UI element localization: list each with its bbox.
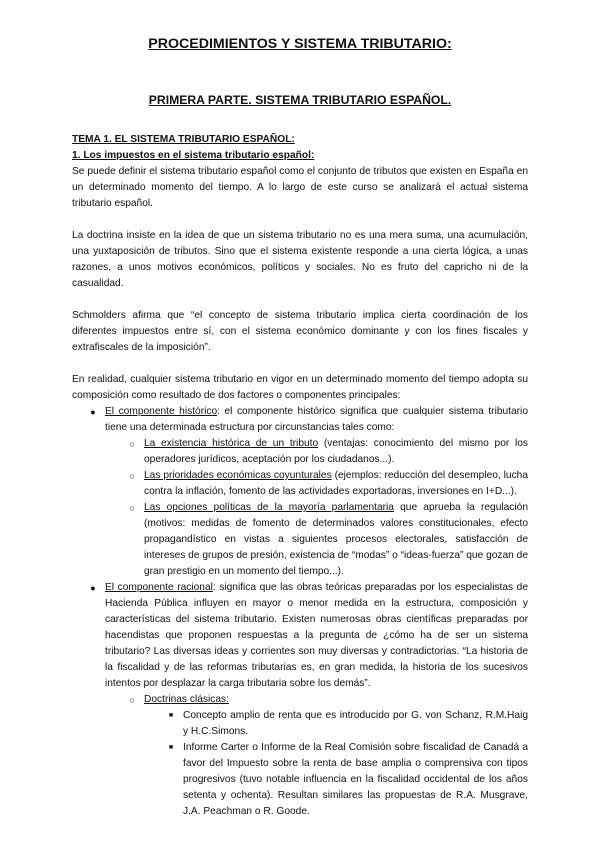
paragraph-4: En realidad, cualquier sistema tributario en vigor en un determinado momento del tiempo adopta su composición como resultado de dos factores o componentes principales: bbox=[72, 374, 528, 401]
section-heading: 1. Los impuestos en el sistema tributario español: bbox=[72, 150, 315, 161]
historico-text: : el componente histórico significa que cualquier sistema tributario tiene una determinada estructura por circunstancias tales como: bbox=[105, 406, 528, 433]
paragraph-3: Schmolders afirma que “el concepto de sistema tributario implica cierta coordinación de los diferentes impuestos entre sí, con el sistema económico dominante y con los fines fiscales y extrafiscales de la imposición”. bbox=[72, 310, 528, 353]
bullet-circle-icon: ○ bbox=[129, 439, 135, 449]
bullet-dot-icon: ● bbox=[90, 583, 96, 593]
list-item bbox=[129, 468, 528, 500]
item-text: que aprueba la regulación (motivos: medidas de fomento de determinados valores constitucionales, efecto propagandístico en vistas a siguientes procesos electorales, satisfacción de intereses de grupos de presión, existencia de “modas” o “ideas-fuerza” que gozan de gran prestigio en un momento del tiempo...). bbox=[144, 502, 528, 577]
racional-text: : significa que las obras teóricas preparadas por los especialistas de Hacienda Pública influyen en mayor o menor medida en la estructura, composición y características del sistema tributario. Existen numerosas obras científicas preparadas por hacendistas que proponen respuestas a la pregunta de ¿cómo ha de ser un sistema tributario? Las diversas ideas y corrientes son muy diversas y contradictorias. “La historia de la fiscalidad y de las reformas tributarias es, en gran medida, la historia de los sucesivos intentos por desplazar la carga tributaria sobre los demás”. bbox=[105, 582, 529, 689]
item-text: (ventajas: conocimiento del mismo por los operadores jurídicos, aceptación por los ciudadanos...). bbox=[144, 438, 529, 465]
bullet-circle-icon: ○ bbox=[129, 695, 135, 705]
bullet-square-icon: ■ bbox=[168, 712, 174, 719]
paragraph-2: La doctrina insiste en la idea de que un sistema tributario no es una mera suma, una acumulación, una yuxtaposición de tributos. Sino que el sistema existente responde a una cierta lógica, a unas razones, a unos motivos económicos, políticos y sociales. No es fruto del capricho ni de la casualidad. bbox=[72, 230, 528, 289]
item-label: Las opciones políticas de la mayoría parlamentaria bbox=[144, 502, 394, 513]
list-item bbox=[168, 708, 528, 740]
document-title: PROCEDIMIENTOS Y SISTEMA TRIBUTARIO: bbox=[148, 36, 452, 52]
doctrinas-label: Doctrinas clásicas: bbox=[144, 694, 229, 705]
item-label: Las prioridades económicas coyunturales bbox=[144, 470, 332, 481]
doctrina-text: Informe Carter o Informe de la Real Comisión sobre fiscalidad de Canadá a favor del Impuesto sobre la renta de base amplia o comprensiva con tipos progresivos (tuvo notable influencia en la fiscalidad occidental de los años setenta y ochenta). Resultan similares las propuestas de R.A. Musgrave, J.A. Peachman o R. Goode. bbox=[183, 742, 528, 817]
bullet-square-icon: ■ bbox=[168, 744, 174, 751]
part-subtitle: PRIMERA PARTE. SISTEMA TRIBUTARIO ESPAÑOL. bbox=[148, 93, 452, 107]
paragraph-1: Se puede definir el sistema tributario español como el conjunto de tributos que existen en España en un determinado momento del tiempo. A lo largo de este curso se analizará el actual sistema tributario español. bbox=[72, 166, 528, 209]
doctrina-text: Concepto amplio de renta que es introducido por G. von Schanz, R.M.Haig y H.C.Simons. bbox=[183, 710, 528, 737]
list-item bbox=[129, 436, 529, 468]
bullet-circle-icon: ○ bbox=[129, 503, 135, 513]
bullet-dot-icon: ● bbox=[90, 407, 96, 417]
historico-label: El componente histórico bbox=[105, 406, 218, 417]
list-item-doctrinas bbox=[129, 692, 528, 708]
tema-heading: TEMA 1. EL SISTEMA TRIBUTARIO ESPAÑOL: bbox=[72, 134, 295, 145]
list-item bbox=[168, 740, 528, 820]
item-label: La existencia histórica de un tributo bbox=[144, 438, 319, 449]
item-text: (ejemplos: reducción del desempleo, lucha contra la inflación, fomento de las actividades exportadoras, inversiones en I+D...). bbox=[144, 470, 528, 497]
racional-label: El componente racional bbox=[105, 582, 213, 593]
list-item-racional bbox=[90, 580, 529, 692]
list-item bbox=[129, 500, 528, 580]
list-item-historico bbox=[90, 404, 528, 436]
bullet-circle-icon: ○ bbox=[129, 471, 135, 481]
document-body bbox=[72, 132, 528, 820]
